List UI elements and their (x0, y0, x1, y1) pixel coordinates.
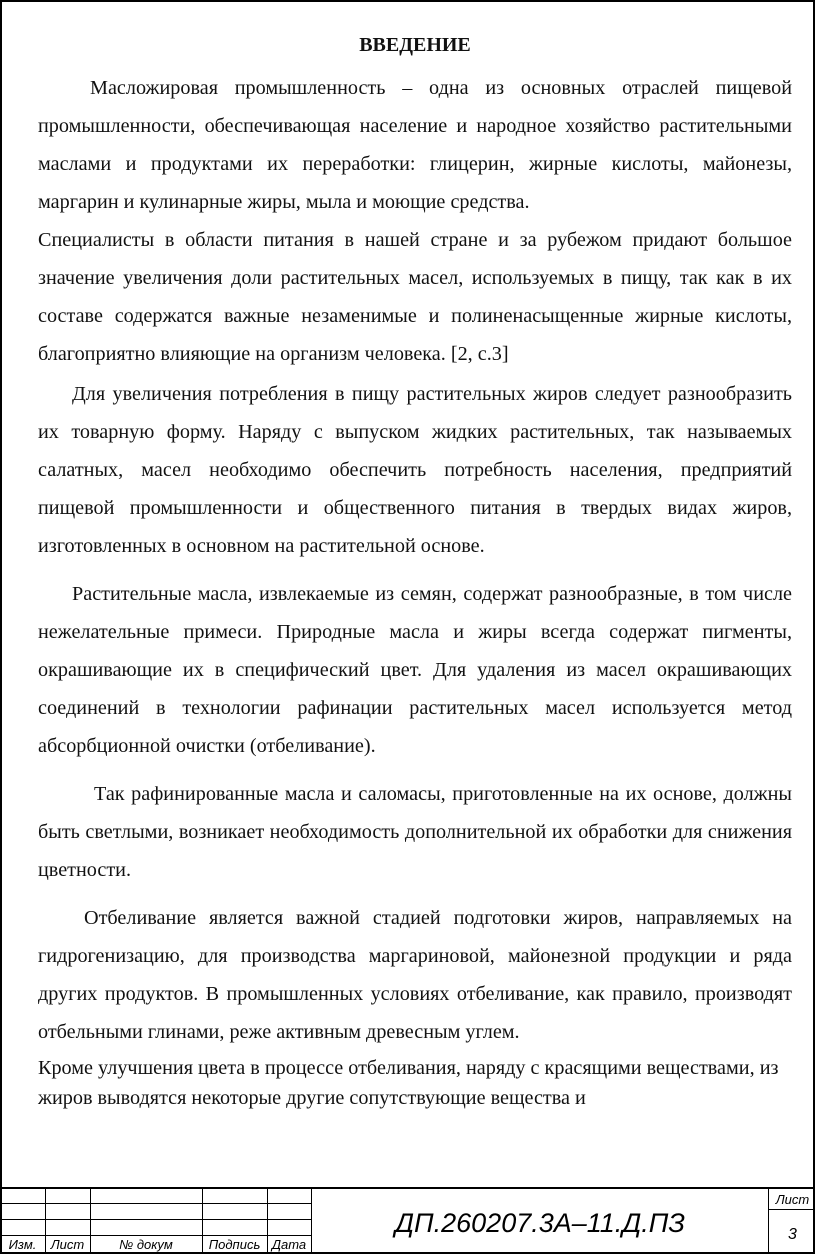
document-body (38, 30, 792, 1113)
paragraph: Специалисты в области питания в нашей стране и за рубежом придают большое значение увеличения доли растительных масел, используемых в пищу, так как в их составе содержатся важные незаменимые и полиненасыщенные жирные кислоты, благоприятно влияющие на организм человека. [2, с.3] (38, 229, 792, 365)
paragraph: Отбеливание является важной стадией подготовки жиров, направляемых на гидрогенизацию, для производства маргариновой, майонезной продукции и ряда других продуктов. В промышленных условиях отбеливание, как правило, производят отбельными глинами, реже активным древесным углем. (38, 907, 792, 1043)
stamp-label-date: Дата (271, 1237, 307, 1252)
paragraph: Так рафинированные масла и саломасы, приготовленные на их основе, должны быть светлыми, возникает необходимость дополнительной их обработки для снижения цветности. (38, 783, 792, 881)
stamp-divider (768, 1189, 769, 1254)
sheet-label: Лист (775, 1192, 810, 1207)
paragraph: Кроме улучшения цвета в процессе отбеливания, наряду с красящими веществами, из жиров выводятся некоторые другие сопутствующие вещества и (38, 1057, 779, 1109)
stamp-row-line (0, 1203, 311, 1204)
paragraph: Растительные масла, извлекаемые из семян, содержат разнообразные, в том числе нежелательные примеси. Природные масла и жиры всегда содержат пигменты, окрашивающие их в специфический цвет. Для удаления из масел окрашивающих соединений в технологии рафинации растительных масел используется метод абсорбционной очистки (отбеливание). (38, 583, 792, 757)
page-title: ВВЕДЕНИЕ (359, 34, 471, 56)
sheet-number: 3 (788, 1226, 797, 1243)
title-block-stamp (0, 1187, 815, 1254)
stamp-label-doc-number: № докум (119, 1237, 173, 1252)
stamp-row-line (768, 1209, 814, 1210)
stamp-label-list: Лист (50, 1237, 85, 1252)
paragraph: Для увеличения потребления в пищу растительных жиров следует разнообразить их товарную форму. Наряду с выпуском жидких растительных, так называемых салатных, масел необходимо обеспечить потребность населения, предприятий пищевой промышленности и общественного питания в твердых видах жиров, изготовленных в основном на растительной основе. (38, 383, 792, 557)
stamp-row-line (0, 1219, 311, 1220)
document-code: ДП.260207.3А–11.Д.ПЗ (395, 1208, 685, 1238)
stamp-label-izm: Изм. (8, 1237, 37, 1252)
stamp-label-signature: Подпись (208, 1237, 261, 1252)
paragraph: Масложировая промышленность – одна из основных отраслей пищевой промышленности, обеспечивающая население и народное хозяйство растительными маслами и продуктами их переработки: глицерин, жирные кислоты, майонезы, маргарин и кулинарные жиры, мыла и моющие средства. (38, 77, 792, 213)
